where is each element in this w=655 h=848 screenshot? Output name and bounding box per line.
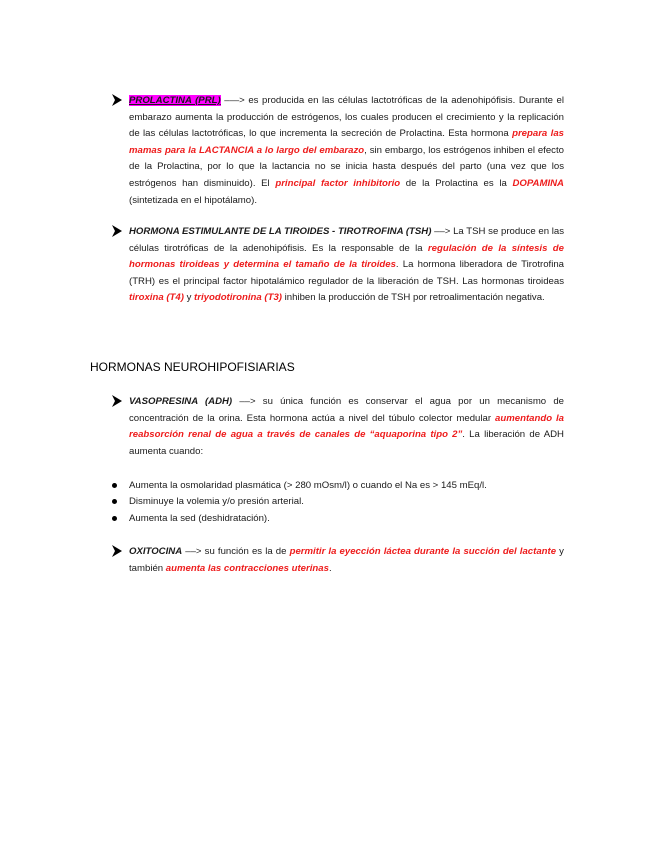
prolactina-paragraph: PROLACTINA (PRL) –—> es producida en las células lactotróficas de la adenohipófisis. Durante el embarazo aumenta la producción de estrógenos, los cuales producen el crecimiento y la replicación de las células lactotróficas, lo que incrementa la secreción de Prolactina. Esta hormona prepara las mamas para la LACTANCIA a lo largo del embarazo, sin embargo, los estrógenos inhiben el efecto de la Prolactina, por lo que la lactancia no se inicia hasta después del parto (una vez que los estrógenos han disminuido). El principal factor inhibitorio de la Prolactina es la DOPAMINA (sintetizada en el hipotálamo).	[129, 95, 565, 206]
prolactina-term: PROLACTINA (PRL)	[129, 95, 221, 106]
oxitocina-item	[112, 544, 564, 577]
arrow-bullet-icon	[112, 94, 122, 106]
bullet-item: Disminuye la volemia y/o presión arterial.	[112, 494, 304, 511]
bullet-dot-icon	[112, 483, 117, 488]
bullet-item: Aumenta la osmolaridad plasmática (> 280 mOsm/l) o cuando el Na es > 145 mEq/l.	[112, 478, 487, 495]
vasopresina-paragraph: VASOPRESINA (ADH) ––> su única función es conservar el agua por un mecanismo de concentración de la orina. Esta hormona actúa a nivel del túbulo colector medular aumentando la reabsorción renal de agua a través de canales de “aquaporina tipo 2”. La liberación de ADH aumenta cuando:	[129, 396, 565, 457]
tsh-item	[112, 224, 564, 307]
oxitocina-paragraph: OXITOCINA ––> su función es la de permitir la eyección láctea durante la succión del lactante y también aumenta las contracciones uterinas.	[129, 546, 564, 574]
arrow-bullet-icon	[112, 545, 122, 557]
arrow-bullet-icon	[112, 225, 122, 237]
bullet-dot-icon	[112, 516, 117, 521]
tsh-paragraph: HORMONA ESTIMULANTE DE LA TIROIDES - TIROTROFINA (TSH) ––> La TSH se produce en las células tirotróficas de la adenohipófisis. Es la responsable de la regulación de la síntesis de hormonas tiroideas y determina el tamaño de la tiroides. La hormona liberadora de Tirotrofina (TRH) es el principal factor hipotalámico regulador de la liberación de TSH. Las hormonas tiroideas tiroxina (T4) y triyodotironina (T3) inhiben la producción de TSH por retroalimentación negativa.	[129, 226, 565, 304]
vasopresina-term: VASOPRESINA (ADH)	[129, 396, 233, 407]
oxitocina-term: OXITOCINA	[129, 546, 183, 557]
arrow-bullet-icon	[112, 395, 122, 407]
vasopresina-item	[112, 394, 564, 460]
bullet-item: Aumenta la sed (deshidratación).	[112, 511, 270, 528]
bullet-dot-icon	[112, 499, 117, 504]
tsh-term: HORMONA ESTIMULANTE DE LA TIROIDES - TIROTROFINA (TSH)	[129, 226, 432, 237]
prolactina-item	[112, 93, 564, 209]
section-heading: HORMONAS NEUROHIPOFISIARIAS	[90, 360, 295, 374]
